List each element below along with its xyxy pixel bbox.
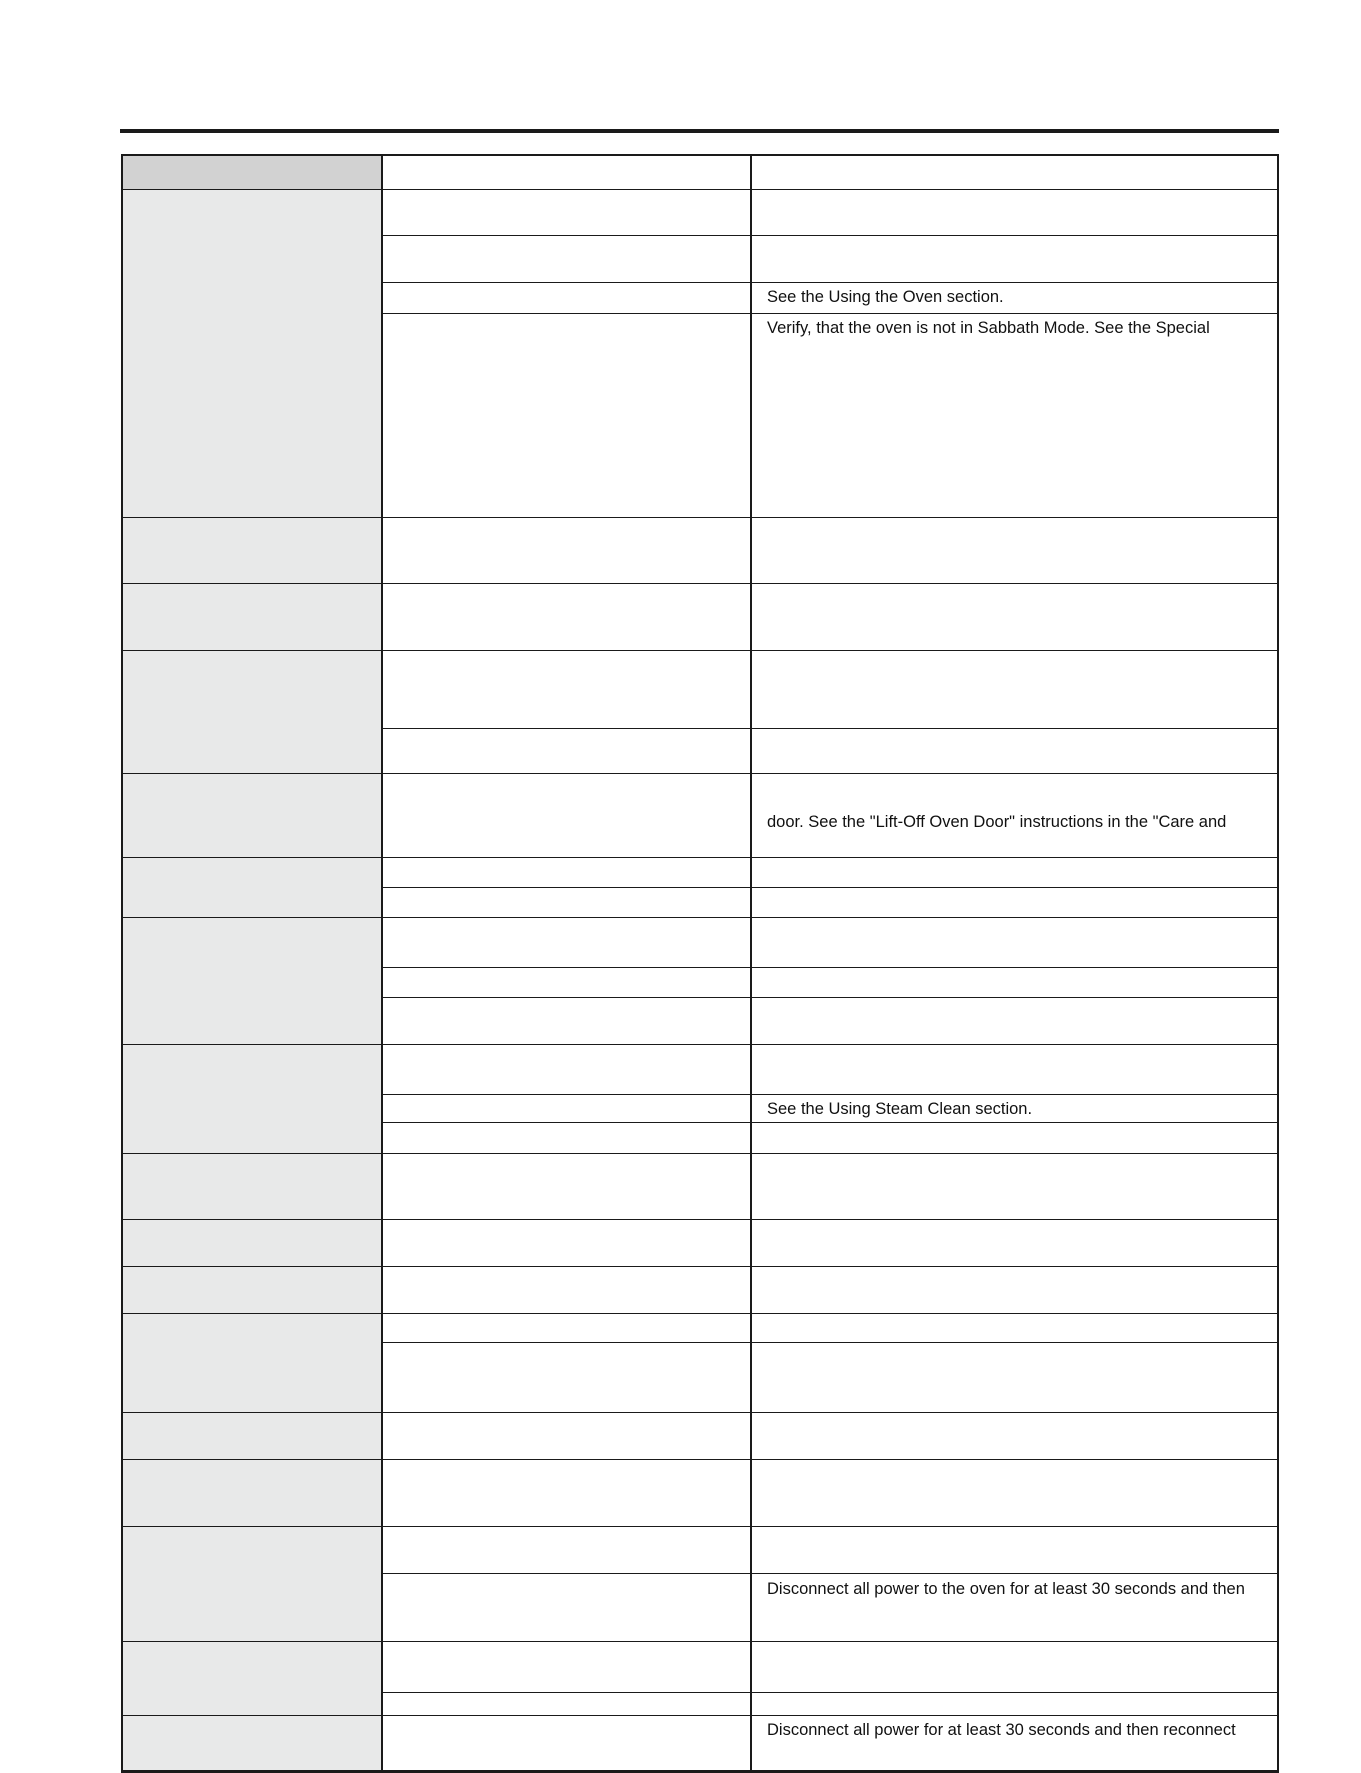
solution-text: See the Using the Oven section.: [767, 288, 1004, 306]
solution-text: door. See the "Lift-Off Oven Door" instructions in the "Care and: [767, 813, 1227, 831]
troubleshooting-table: [121, 154, 1279, 1739]
solution-text: Disconnect all power for at least 30 seconds and then reconnect: [767, 1721, 1236, 1739]
solution-text: Verify, that the oven is not in Sabbath Mode. See the Special: [767, 319, 1210, 337]
solution-text: Disconnect all power to the oven for at least 30 seconds and then: [767, 1580, 1245, 1598]
table-frame: [121, 154, 1279, 1772]
solution-text: See the Using Steam Clean section.: [767, 1100, 1033, 1118]
header-rule: [120, 129, 1279, 133]
